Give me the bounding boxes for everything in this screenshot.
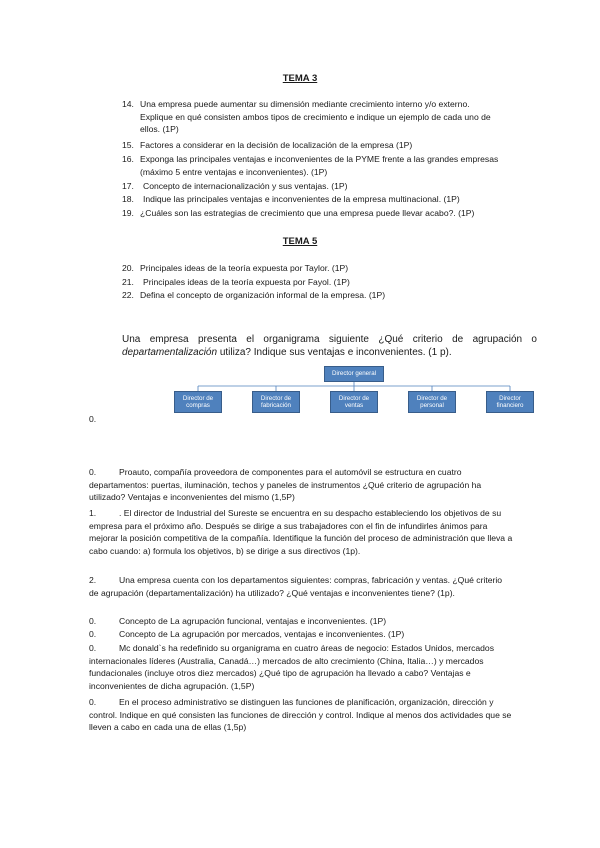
question-text: Una empresa puede aumentar su dimensión mediante crecimiento interno y/o externo. Explique en qué consisten ambos tipos de crecimiento e indique un ejemplo de cada uno de ellos. (1P) bbox=[140, 99, 491, 135]
question-text: Principales ideas de la teoría expuesta por Taylor. (1P) bbox=[140, 263, 349, 273]
question-number: 19. bbox=[122, 208, 134, 218]
paragraph-number: 1. bbox=[89, 508, 97, 518]
question-text: Factores a considerar en la decisión de localización de la empresa (1P) bbox=[140, 140, 413, 150]
item-number: 0. bbox=[89, 414, 97, 424]
orgchart-question-italic: departamentalización bbox=[122, 346, 218, 358]
question-number: 21. bbox=[122, 277, 134, 287]
orgchart-node-financiero: Director financiero bbox=[486, 391, 534, 413]
paragraph-number: 2. bbox=[89, 575, 97, 585]
paragraph-question bbox=[89, 615, 514, 628]
paragraph-question bbox=[89, 466, 514, 504]
question-number: 15. bbox=[122, 140, 134, 150]
paragraph-text: Proauto, compañía proveedora de componentes para el automóvil se estructura en cuatro departamentos: puertas, iluminación, techos y paneles de instrumentos ¿Qué criterio de agrupación ha utilizado? Ventajas e inconvenientes del mismo (1,5P) bbox=[89, 467, 482, 503]
paragraph-number: 0. bbox=[89, 629, 97, 639]
paragraph-text: En el proceso administrativo se distinguen las funciones de planificación, organización, dirección y control. Indique en qué consisten las funciones de dirección y control. Indique al menos dos actividades que se lleven a cabo en cada una de ellas (1,5p) bbox=[89, 697, 512, 733]
paragraph-number: 0. bbox=[89, 616, 97, 626]
paragraph-number: 0. bbox=[89, 467, 97, 477]
question-number: 14. bbox=[122, 99, 134, 109]
orgchart-node-ventas: Director de ventas bbox=[330, 391, 378, 413]
question-text: Concepto de internacionalización y sus ventajas. (1P) bbox=[143, 181, 348, 191]
paragraph-question bbox=[89, 642, 514, 692]
paragraph-number: 0. bbox=[89, 643, 97, 653]
tema3-heading: TEMA 3 bbox=[282, 73, 318, 84]
orgchart-question-part1: Una empresa presenta el organigrama siguiente ¿Qué criterio de agrupación o bbox=[122, 334, 537, 345]
paragraph-question bbox=[89, 507, 514, 557]
paragraph-question bbox=[89, 574, 514, 599]
paragraph-text: Una empresa cuenta con los departamentos siguientes: compras, fabricación y ventas. ¿Qué criterio de agrupación (departamentalización) ha utilizado? ¿Qué ventajas e inconvenientes tiene? (1p). bbox=[89, 575, 503, 598]
tema5-heading: TEMA 5 bbox=[282, 236, 318, 247]
paragraph-text: . El director de Industrial del Sureste se encuentra en su despacho estableciendo los objetivos de su empresa para el próximo año. Después se dirige a sus trabajadores con el fin de infundirles ánimos para mejorar la posición competitiva de la compañía. Identifique la función del proceso de administración que lleva a cabo cuando: a) formula los objetivos, b) se dirige a sus directivos (1p). bbox=[89, 508, 513, 556]
question-text: Exponga las principales ventajas e inconvenientes de la PYME frente a las grandes empresas (máximo 5 entre ventajas e inconvenientes). (1P) bbox=[140, 154, 499, 177]
question-number: 22. bbox=[122, 290, 134, 300]
orgchart-question-part3: utiliza? Indique sus ventajas e inconvenientes. (1 p). bbox=[219, 346, 452, 358]
orgchart-node-fabricacion: Director de fabricación bbox=[252, 391, 300, 413]
paragraph-text: Concepto de La agrupación por mercados, ventajas e inconvenientes. (1P) bbox=[119, 629, 405, 639]
paragraph-text: Concepto de La agrupación funcional, ventajas e inconvenientes. (1P) bbox=[119, 616, 387, 626]
question-text: ¿Cuáles son las estrategias de crecimiento que una empresa puede llevar acabo?. (1P) bbox=[140, 208, 475, 218]
paragraph-question bbox=[89, 696, 514, 734]
question-number: 18. bbox=[122, 194, 134, 204]
question-number: 16. bbox=[122, 154, 134, 164]
question-number: 20. bbox=[122, 263, 134, 273]
question-text: Indique las principales ventajas e inconvenientes de la empresa multinacional. (1P) bbox=[143, 194, 460, 204]
orgchart-node-top: Director general bbox=[324, 366, 384, 382]
paragraph-question bbox=[89, 628, 514, 641]
paragraph-text: Mc donald`s ha redefinido su organigrama en cuatro áreas de negocio: Estados Unidos, mercados internacionales líderes (Australia, Canadá…) mercados de alto crecimiento (China, Italia…) y mercados fundacionales (incluye otros diez mercados) ¿Qué tipo de agrupación ha llevado a cabo? Ventajas e inconvenientes de dicha agrupación. (1,5P) bbox=[89, 643, 494, 691]
paragraph-number: 0. bbox=[89, 697, 97, 707]
question-number: 17. bbox=[122, 181, 134, 191]
orgchart-node-personal: Director de personal bbox=[408, 391, 456, 413]
question-text: Defina el concepto de organización informal de la empresa. (1P) bbox=[140, 290, 386, 300]
orgchart-node-compras: Director de compras bbox=[174, 391, 222, 413]
question-text: Principales ideas de la teoría expuesta por Fayol. (1P) bbox=[143, 277, 350, 287]
